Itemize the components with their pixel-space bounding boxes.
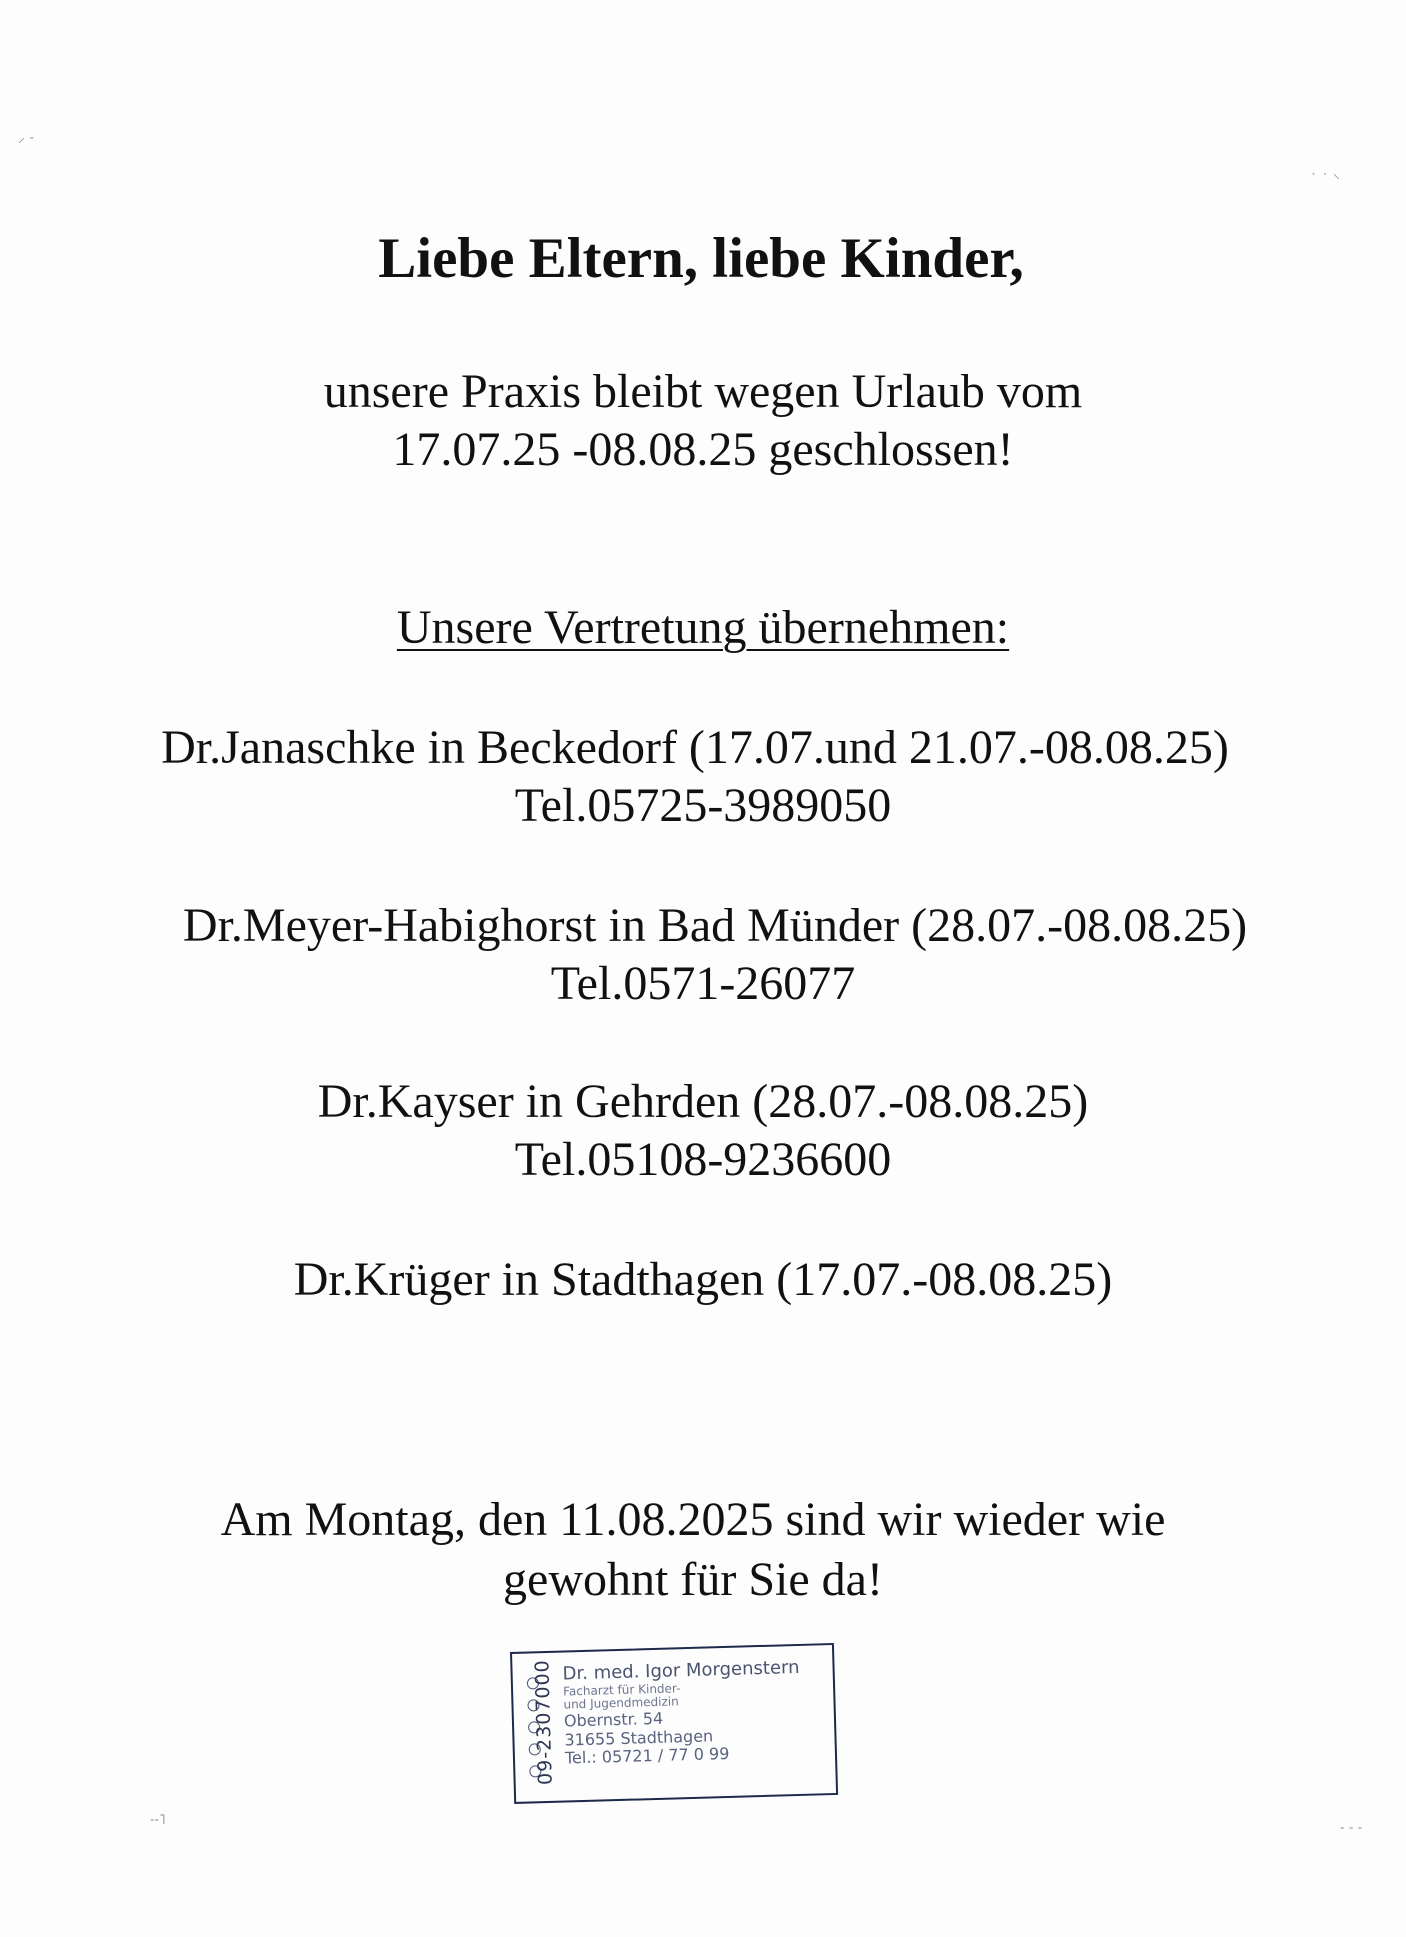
substitute-2-name: Dr.Meyer-Habighorst in Bad Münder (28.07.-08.08.25) (182, 899, 1248, 952)
substitute-3-name: Dr.Kayser in Gehrden (28.07.-08.08.25) (317, 1075, 1089, 1128)
scan-speck-icon: ⸝ ˗ (18, 130, 34, 146)
substitute-1-name: Dr.Janaschke in Beckedorf (17.07.und 21.07.-08.08.25) (161, 721, 1229, 774)
stamp-title-line-1: Facharzt für Kinder- (562, 1680, 681, 1699)
scan-speck-icon: ˙ ˙ ⸌ (1310, 172, 1340, 188)
substitute-2-phone: Tel.0571-26077 (550, 957, 856, 1010)
stamp-doctor-name: Dr. med. Igor Morgenstern (562, 1656, 800, 1685)
stamp-street: Obernstr. 54 (563, 1709, 664, 1731)
stamp-title-line-2: und Jugendmedizin (563, 1694, 679, 1713)
closure-line-1: unsere Praxis bleibt wegen Urlaub vom (323, 365, 1083, 418)
stamp-id-number: 09-2307000 (531, 1658, 557, 1786)
greeting-heading: Liebe Eltern, liebe Kinder, (378, 227, 1024, 290)
reopening-line-1: Am Montag, den 11.08.2025 sind wir wieder wie (220, 1493, 1166, 1546)
stamp-phone: Tel.: 05721 / 77 0 99 (564, 1743, 730, 1768)
scan-speck-icon: ˗ ˗ ˗ (1340, 1820, 1363, 1836)
practice-stamp (510, 1643, 838, 1804)
substitute-1-phone: Tel.05725-3989050 (514, 779, 892, 832)
substitutes-heading: Unsere Vertretung übernehmen: (396, 601, 1010, 654)
stamp-text-block (562, 1658, 802, 1768)
scan-speck-icon: ˗˗˥ (150, 1812, 166, 1828)
stamp-city: 31655 Stadthagen (564, 1726, 714, 1750)
reopening-line-2: gewohnt für Sie da! (503, 1553, 883, 1606)
closure-line-2: 17.07.25 -08.08.25 geschlossen! (392, 423, 1014, 476)
substitute-3-phone: Tel.05108-9236600 (514, 1133, 892, 1186)
substitute-4-name: Dr.Krüger in Stadthagen (17.07.-08.08.25) (293, 1253, 1113, 1306)
